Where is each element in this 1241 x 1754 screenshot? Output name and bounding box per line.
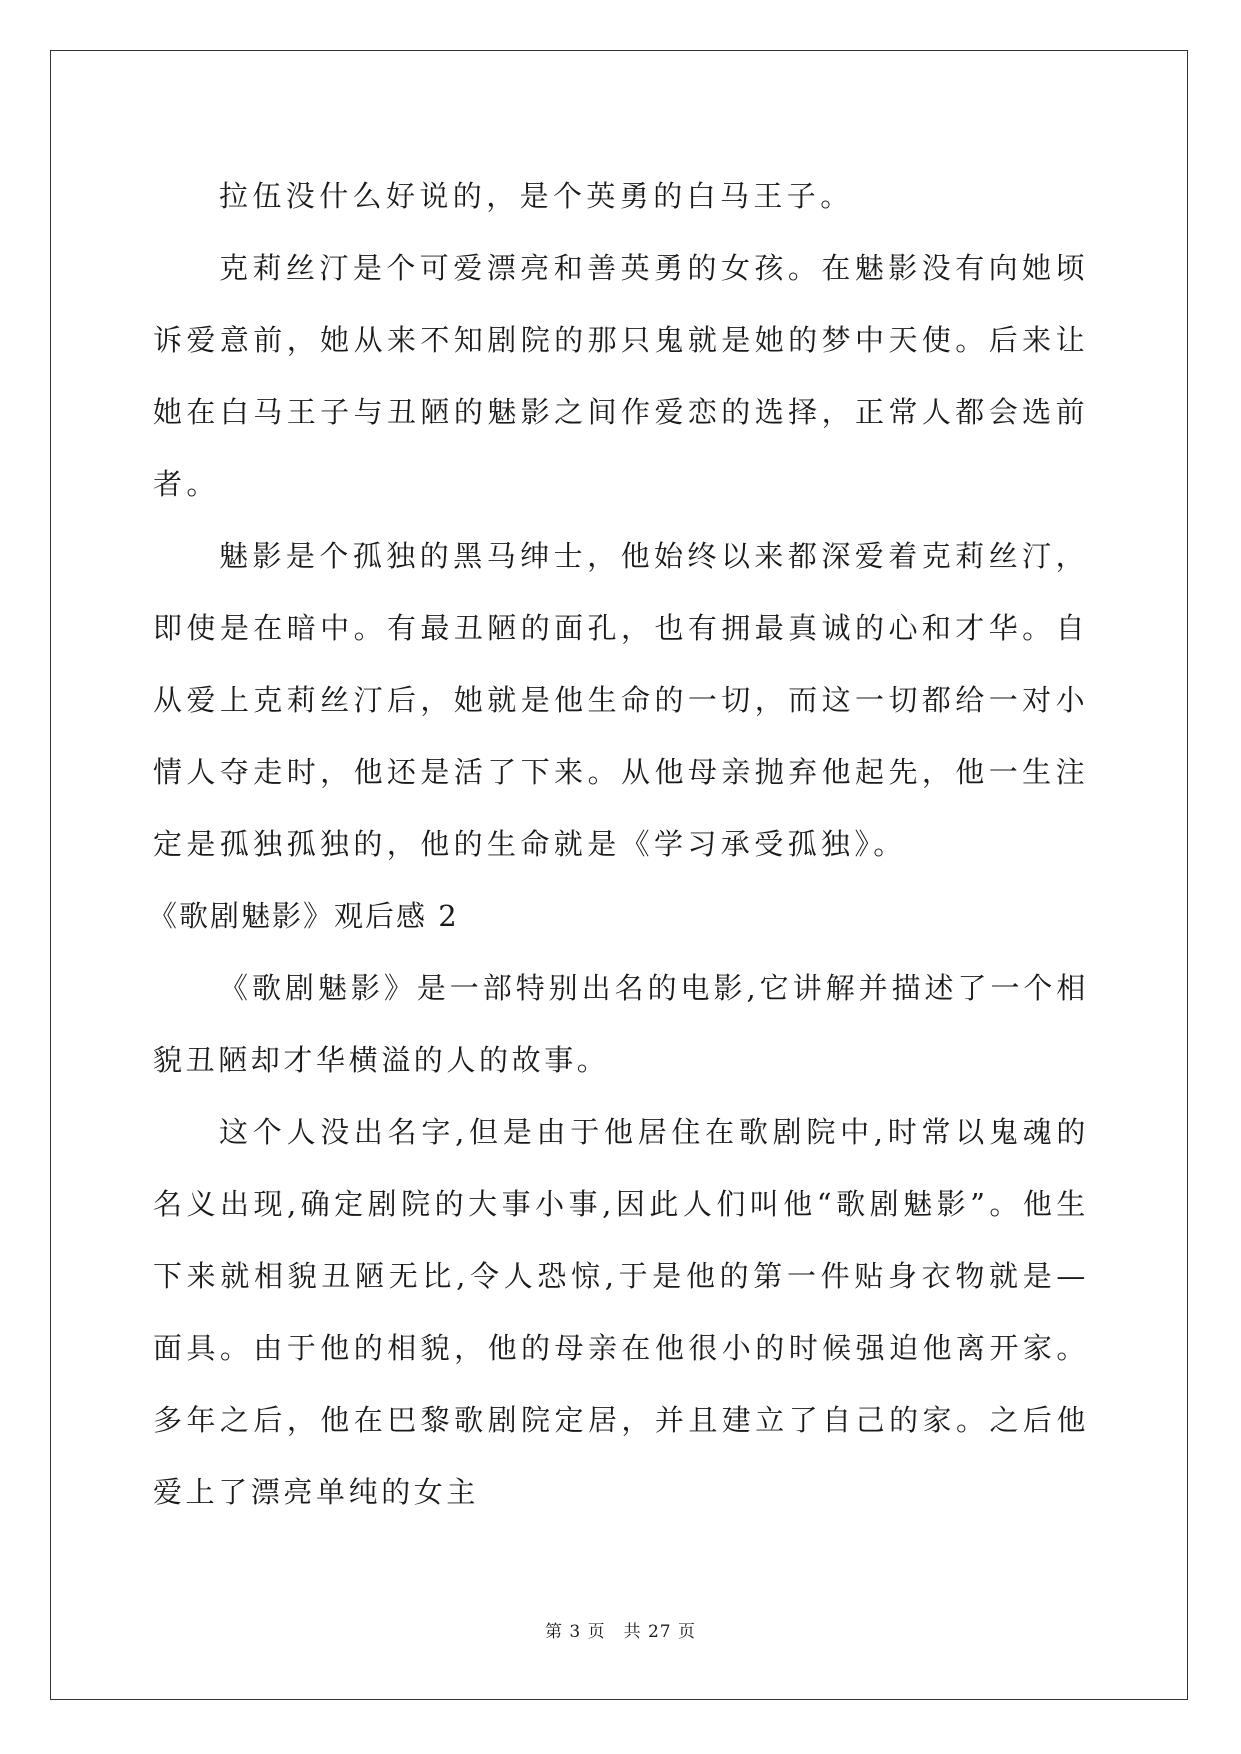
document-body xyxy=(148,160,1089,1528)
paragraph-2: 克莉丝汀是个可爱漂亮和善英勇的女孩。在魅影没有向她顷诉爱意前，她从来不知剧院的那只鬼就是她的梦中天使。后来让她在白马王子与丑陋的魅影之间作爱恋的选择，正常人都会选前者。 xyxy=(153,251,1089,501)
paragraph-4: 《歌剧魅影》是一部特别出名的电影,它讲解并描述了一个相貌丑陋却才华横溢的人的故事。 xyxy=(153,971,1089,1077)
paragraph-3: 魅影是个孤独的黑马绅士，他始终以来都深爱着克莉丝汀，即使是在暗中。有最丑陋的面孔，也有拥最真诚的心和才华。自从爱上克莉丝汀后，她就是他生命的一切，而这一切都给一对小情人夺走时，他还是活了下来。从他母亲抛弃他起先，他一生注定是孤独孤独的，他的生命就是《学习承受孤独》。 xyxy=(153,539,1089,861)
paragraph-1: 拉伍没什么好说的，是个英勇的白马王子。 xyxy=(219,179,854,213)
section-heading: 《歌剧魅影》观后感 2 xyxy=(148,899,459,933)
page-footer: 第 3 页 共 27 页 xyxy=(544,1622,697,1642)
paragraph-5: 这个人没出名字,但是由于他居住在歌剧院中,时常以鬼魂的名义出现,确定剧院的大事小事,因此人们叫他“歌剧魅影”。他生下来就相貌丑陋无比,令人恐惊,于是他的第一件贴身衣物就是—面具。由于他的相貌，他的母亲在他很小的时候强迫他离开家。多年之后，他在巴黎歌剧院定居，并且建立了自己的家。之后他爱上了漂亮单纯的女主 xyxy=(153,1115,1089,1509)
